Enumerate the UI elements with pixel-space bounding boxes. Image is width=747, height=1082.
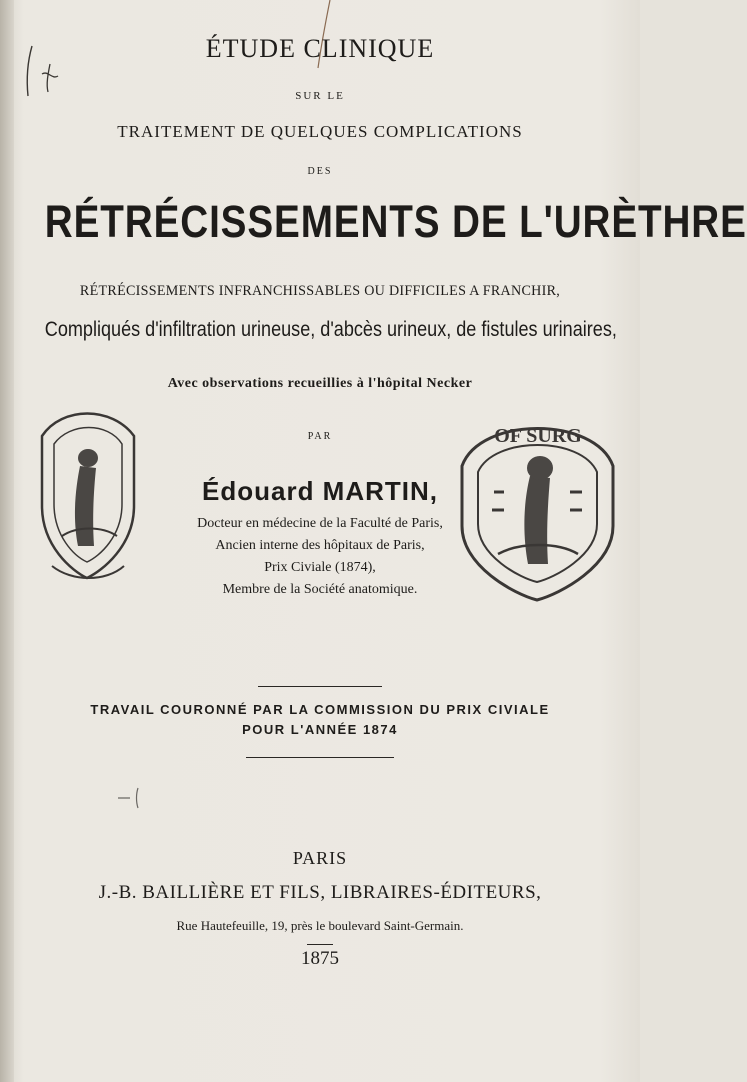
credential-line: Membre de la Société anatomique.: [222, 582, 418, 597]
pencil-mark-icon: [116, 784, 156, 810]
main-title: RÉTRÉCISSEMENTS DE L'URÈTHRE: [44, 196, 747, 247]
divider-top: [258, 686, 382, 687]
credential-line: Prix Civiale (1874),: [264, 560, 376, 575]
publisher-address: Rue Hautefeuille, 19, près le boulevard Saint-Germain.: [176, 918, 464, 933]
observations-line: Avec observations recueillies à l'hôpital Necker: [167, 376, 473, 391]
stamp-lettering: OF SURG: [494, 425, 582, 447]
year-dash: [307, 944, 333, 945]
award-line-1: TRAVAIL COURONNÉ PAR LA COMMISSION DU PRIX CIVIALE: [90, 702, 550, 717]
city: PARIS: [292, 848, 348, 868]
subtitle-line-1: RÉTRÉCISSEMENTS INFRANCHISSABLES OU DIFFICILES A FRANCHIR,: [79, 283, 561, 299]
sur-le-line: SUR LE: [295, 90, 345, 102]
traitement-line: TRAITEMENT DE QUELQUES COMPLICATIONS: [117, 122, 523, 141]
par-line: PAR: [307, 431, 333, 442]
credential-line: Ancien interne des hôpitaux de Paris,: [215, 538, 425, 553]
credential-line: Docteur en médecine de la Faculté de Paris,: [197, 516, 443, 531]
author-name: Édouard MARTIN,: [202, 476, 438, 506]
publication-year: 1875: [301, 948, 339, 969]
divider-bottom: [246, 757, 394, 758]
award-text: [0, 700, 640, 740]
author-credentials: [0, 513, 640, 601]
subtitle-line-2: Compliqués d'infiltration urineuse, d'abcès urineux, de fistules urinaires,: [44, 318, 617, 341]
award-line-2: POUR L'ANNÉE 1874: [242, 722, 398, 737]
des-line: DES: [307, 166, 333, 177]
heading: ÉTUDE CLINIQUE: [205, 34, 435, 63]
publisher: J.-B. BAILLIÈRE ET FILS, LIBRAIRES-ÉDITEURS,: [98, 882, 542, 903]
